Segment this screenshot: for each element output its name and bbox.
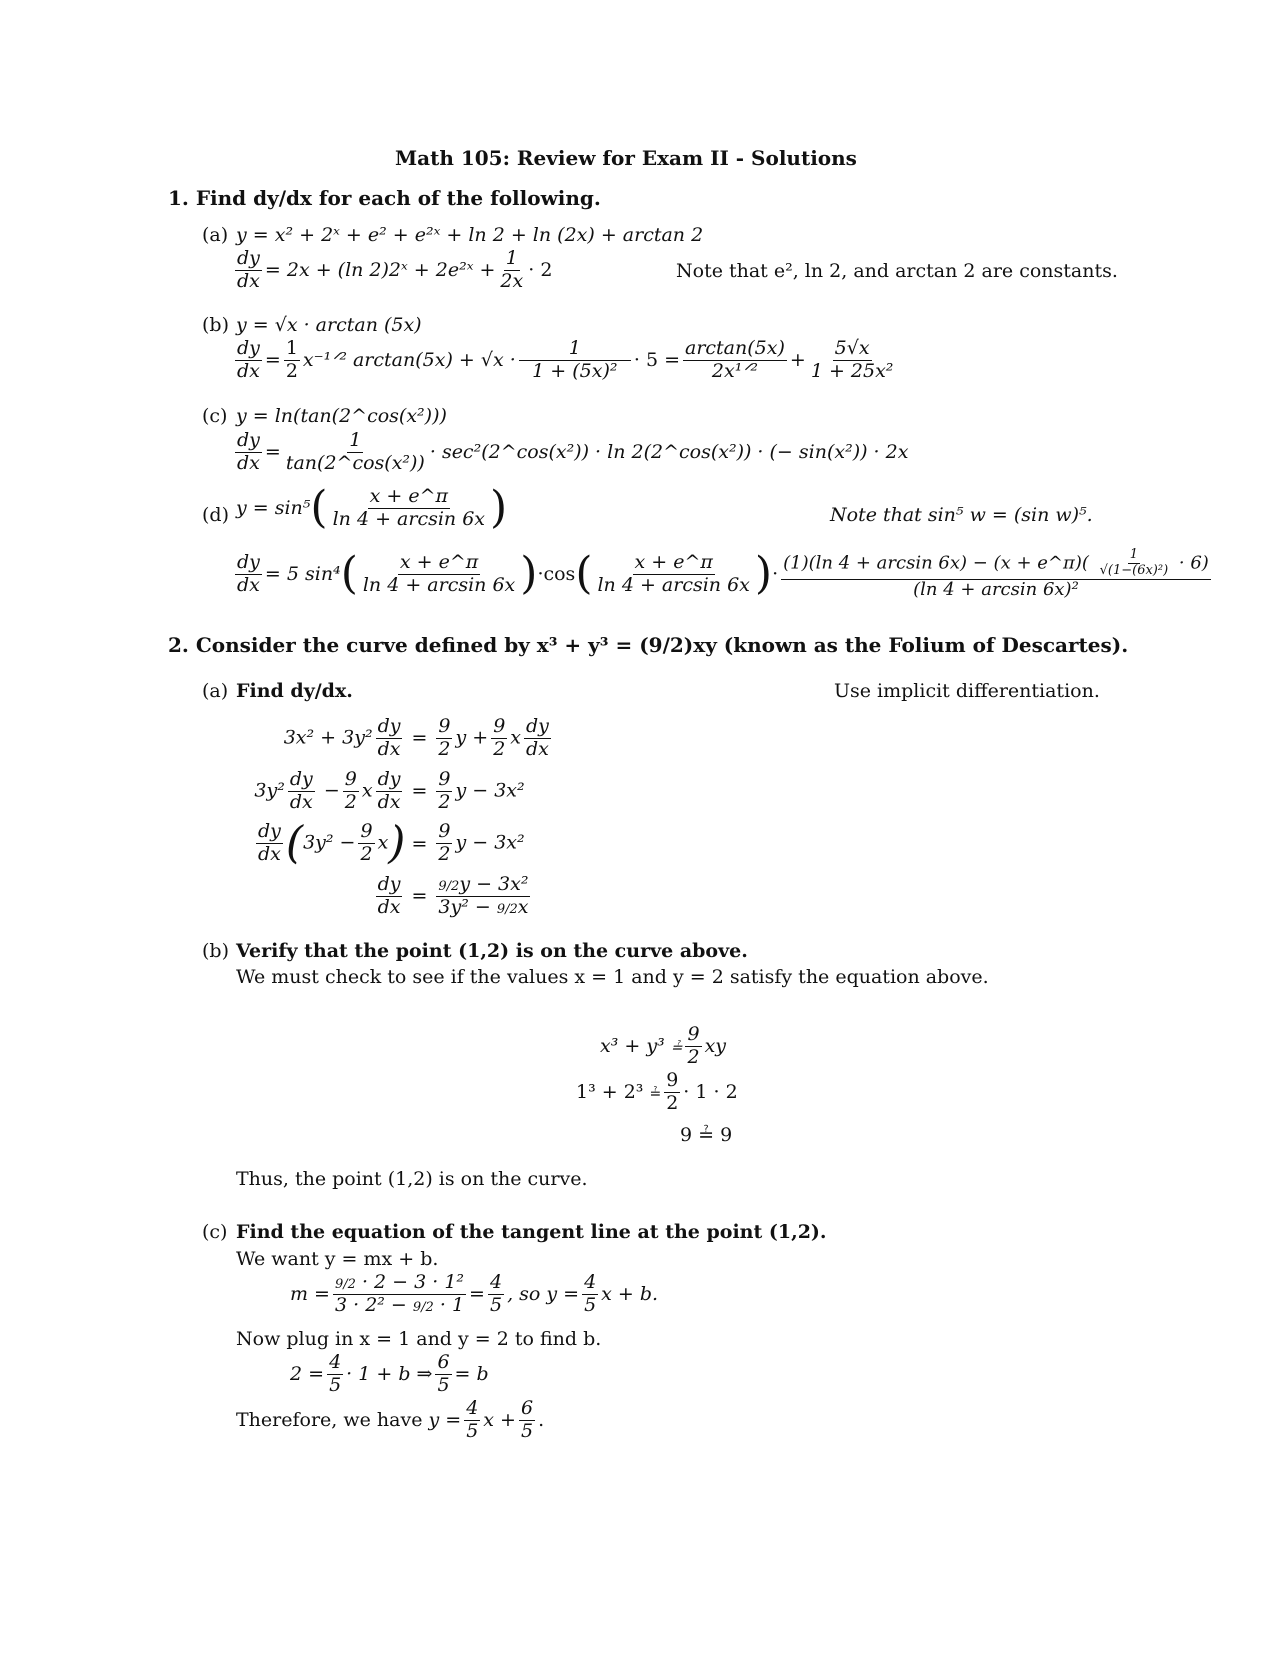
q1d-quot-num: (1)(ln 4 + arcsin 6x) − (x + e^π)( (783, 552, 1089, 574)
q1c-answer: $\frac{dy}{dx}$ = $\frac{1}{\text{tan(2\textasciicircum{}cos(x²))}}$ · sec²(2^cos(x²)) · ln 2(2^cos(x²)) · (− sin(x²)) · 2x (237, 429, 909, 474)
q2c-solve: 2 = $\frac{4}{5}$ · 1 + b ⇒ $\frac{6}{5}$ = b (290, 1351, 489, 1396)
derivation-line-3: $\frac{dy}{dx}$ (3y² − $\frac{9}{2}$ x) = $\frac{9}{2}$ y − 3x² (258, 817, 525, 869)
q1c-given: y = ln(tan(2^cos(x²))) (236, 405, 447, 427)
q1c-rest: · sec²(2^cos(x²)) · ln 2(2^cos(x²)) · (− sin(x²)) · 2x (429, 441, 909, 464)
dydx-fraction: $\frac{dy}{dx}$ (237, 550, 260, 596)
q1b-frac2-num: 5√x (834, 337, 870, 359)
q1a-label: (a) (202, 224, 229, 246)
q1d-inner-fraction (331, 486, 487, 531)
q1-heading: 1. Find dy/dx for each of the following. (168, 186, 601, 210)
page-title: Math 105: Review for Exam II - Solutions (395, 146, 857, 170)
q1d-answer: $\frac{dy}{dx}$ = 5 sin⁴ ( $\frac{x + e\^{}\pi}{\ln 4 + \arcsin 6x}$ ) ·cos ( $\frac{x + e\^{}\pi}{\ln 4 + \arcsin 6x}$ ) · (1)(ln 4 + arcsin 6x) − (x + e^π)( $\frac{1}{\text{√(1−(6x)²)}}$ · 6) (ln 4 + arcsin 6x)² (237, 547, 1209, 600)
q1b-frac1 (683, 338, 787, 383)
one-half-fraction: $\frac{1}{2}$ (285, 337, 298, 382)
derivation-line-2: 3y² $\frac{dy}{dx}$ − $\frac{9}{2}$ x $\frac{dy}{dx}$ = $\frac{9}{2}$ y − 3x² (254, 767, 525, 813)
q1b-given: y = √x · arctan (5x) (236, 314, 422, 336)
q1a-answer-lhs: = 2x + (ln 2)2ˣ + 2e²ˣ + (264, 259, 496, 282)
q1d-quot-inner: $\frac{1}{\text{√(1−(6x)²)}}$ (1099, 547, 1169, 578)
q2a-title: Find dy/dx. (236, 680, 353, 702)
q2c-final: Therefore, we have y = $\frac{4}{5}$ x + $\frac{6}{5}$ . (236, 1397, 545, 1442)
one-over-2x: $\frac{1}{2x}$ (500, 247, 524, 292)
q1b-answer-part1: x⁻¹ᐟ² arctan(5x) + √x · (302, 349, 516, 372)
q1d-inner-num: x + e^π (369, 485, 448, 507)
q2c-label: (c) (202, 1221, 228, 1243)
q2b-text: We must check to see if the values x = 1 and y = 2 satisfy the equation above. (236, 966, 989, 988)
q2a-hint: Use implicit differentiation. (834, 680, 1100, 702)
q1a-given: y = x² + 2ˣ + e² + e²ˣ + ln 2 + ln (2x) + arctan 2 (236, 224, 704, 246)
q1d-given-prefix: y = sin⁵ (236, 497, 311, 520)
q1d-inner-den: ln 4 + arcsin 6x (332, 507, 485, 530)
q1d-given: y = sin⁵ ( $\frac{x + e\^{}\pi}{\ln 4 + \arcsin 6x}$ ) (236, 482, 508, 534)
q2c-title: Find the equation of the tangent line at the point (1,2). (236, 1221, 827, 1243)
q2b-label: (b) (202, 940, 229, 962)
q2b-conclusion: Thus, the point (1,2) is on the curve. (236, 1168, 588, 1190)
q1b-frac1-num: arctan(5x) (685, 337, 785, 359)
q2a-derivation (250, 712, 557, 923)
q1d-label: (d) (202, 504, 229, 526)
dydx-fraction: $\frac{dy}{dx}$ (237, 247, 260, 292)
q2-heading: 2. Consider the curve defined by x³ + y³ = (9/2)xy (known as the Folium of Descartes). (168, 633, 1129, 657)
q2b-check-2: 1³ + 2³ ≟ $\frac{9}{2}$ · 1 · 2 (576, 1069, 738, 1114)
q2c-slope: m = $\frac{\text{9/2 · 2 − 3 · 1²}}{\text{3 · 2² − 9/2 · 1}}$ = $\frac{4}{5}$ , so y = $\frac{4}{5}$ x + b. (290, 1271, 659, 1316)
q1b-answer: $\frac{dy}{dx}$ = $\frac{1}{2}$ x⁻¹ᐟ² arctan(5x) + √x · $\frac{1}{\text{1 + (5x)²}}$ · 5 = $\frac{\arctan(5x)}{\text{2x¹ᐟ²}}$ + $\frac{5√x}{\text{1 + 25x²}}$ (237, 337, 894, 382)
q2b-title: Verify that the point (1,2) is on the curve above. (236, 940, 748, 962)
q1d-quot-den: (ln 4 + arcsin 6x)² (913, 578, 1079, 600)
q1b-answer-part2: · 5 = (633, 349, 680, 372)
q1d-deriv-prefix: = 5 sin⁴ (264, 563, 341, 586)
q1b-label: (b) (202, 314, 229, 336)
q1d-cos: ·cos (537, 563, 576, 586)
q1b-frac2-den: 1 + 25x² (810, 359, 894, 382)
q2c-plug: Now plug in x = 1 and y = 2 to find b. (236, 1328, 602, 1350)
q1d-quotient (781, 548, 1211, 601)
q1d-quot-num-tail: · 6) (1178, 552, 1209, 574)
q1c-fraction: $\frac{1}{\text{tan(2\textasciicircum{}cos(x²))}}$ (285, 429, 425, 474)
q1a-answer-tail: · 2 (528, 259, 553, 282)
dydx-fraction: $\frac{dy}{dx}$ (237, 429, 260, 474)
derivation-line-4: $\frac{dy}{dx}$ = $\frac{\text{9/2y − 3x²}}{\text{3y² − 9/2x}}$ (377, 873, 529, 918)
q1a-answer (232, 248, 552, 293)
q2a-label: (a) (202, 680, 229, 702)
q1c-denominator: tan(2^cos(x²)) (285, 451, 425, 474)
q2b-check-3: 9 ≟ 9 (680, 1124, 733, 1146)
q2c-want: We want y = mx + b. (236, 1248, 439, 1270)
q1d-frac-a: $\frac{x + e\^{}\pi}{\ln 4 + \arcsin 6x}$ (362, 550, 516, 596)
q1b-frac2 (809, 338, 896, 383)
q1d-note: Note that sin⁵ w = (sin w)⁵. (830, 504, 1093, 526)
derivation-line-1: 3x² + 3y² $\frac{dy}{dx}$ = $\frac{9}{2}$ y + $\frac{9}{2}$ x $\frac{dy}{dx}$ (283, 715, 549, 760)
dydx-fraction: $\frac{dy}{dx}$ (237, 337, 260, 382)
q1c-label: (c) (202, 405, 228, 427)
q1d-frac-b: $\frac{x + e\^{}\pi}{\ln 4 + \arcsin 6x}$ (597, 550, 750, 596)
q1b-den-inner: 1 + (5x)² (532, 359, 618, 382)
q1b-inner-fraction: $\frac{1}{\text{1 + (5x)²}}$ (519, 338, 631, 383)
q1a-note: Note that e², ln 2, and arctan 2 are constants. (676, 260, 1118, 282)
q1b-frac1-den: 2x¹ᐟ² (711, 359, 758, 382)
q2b-check-1: x³ + y³ ≟ $\frac{9}{2}$ xy (600, 1023, 727, 1068)
